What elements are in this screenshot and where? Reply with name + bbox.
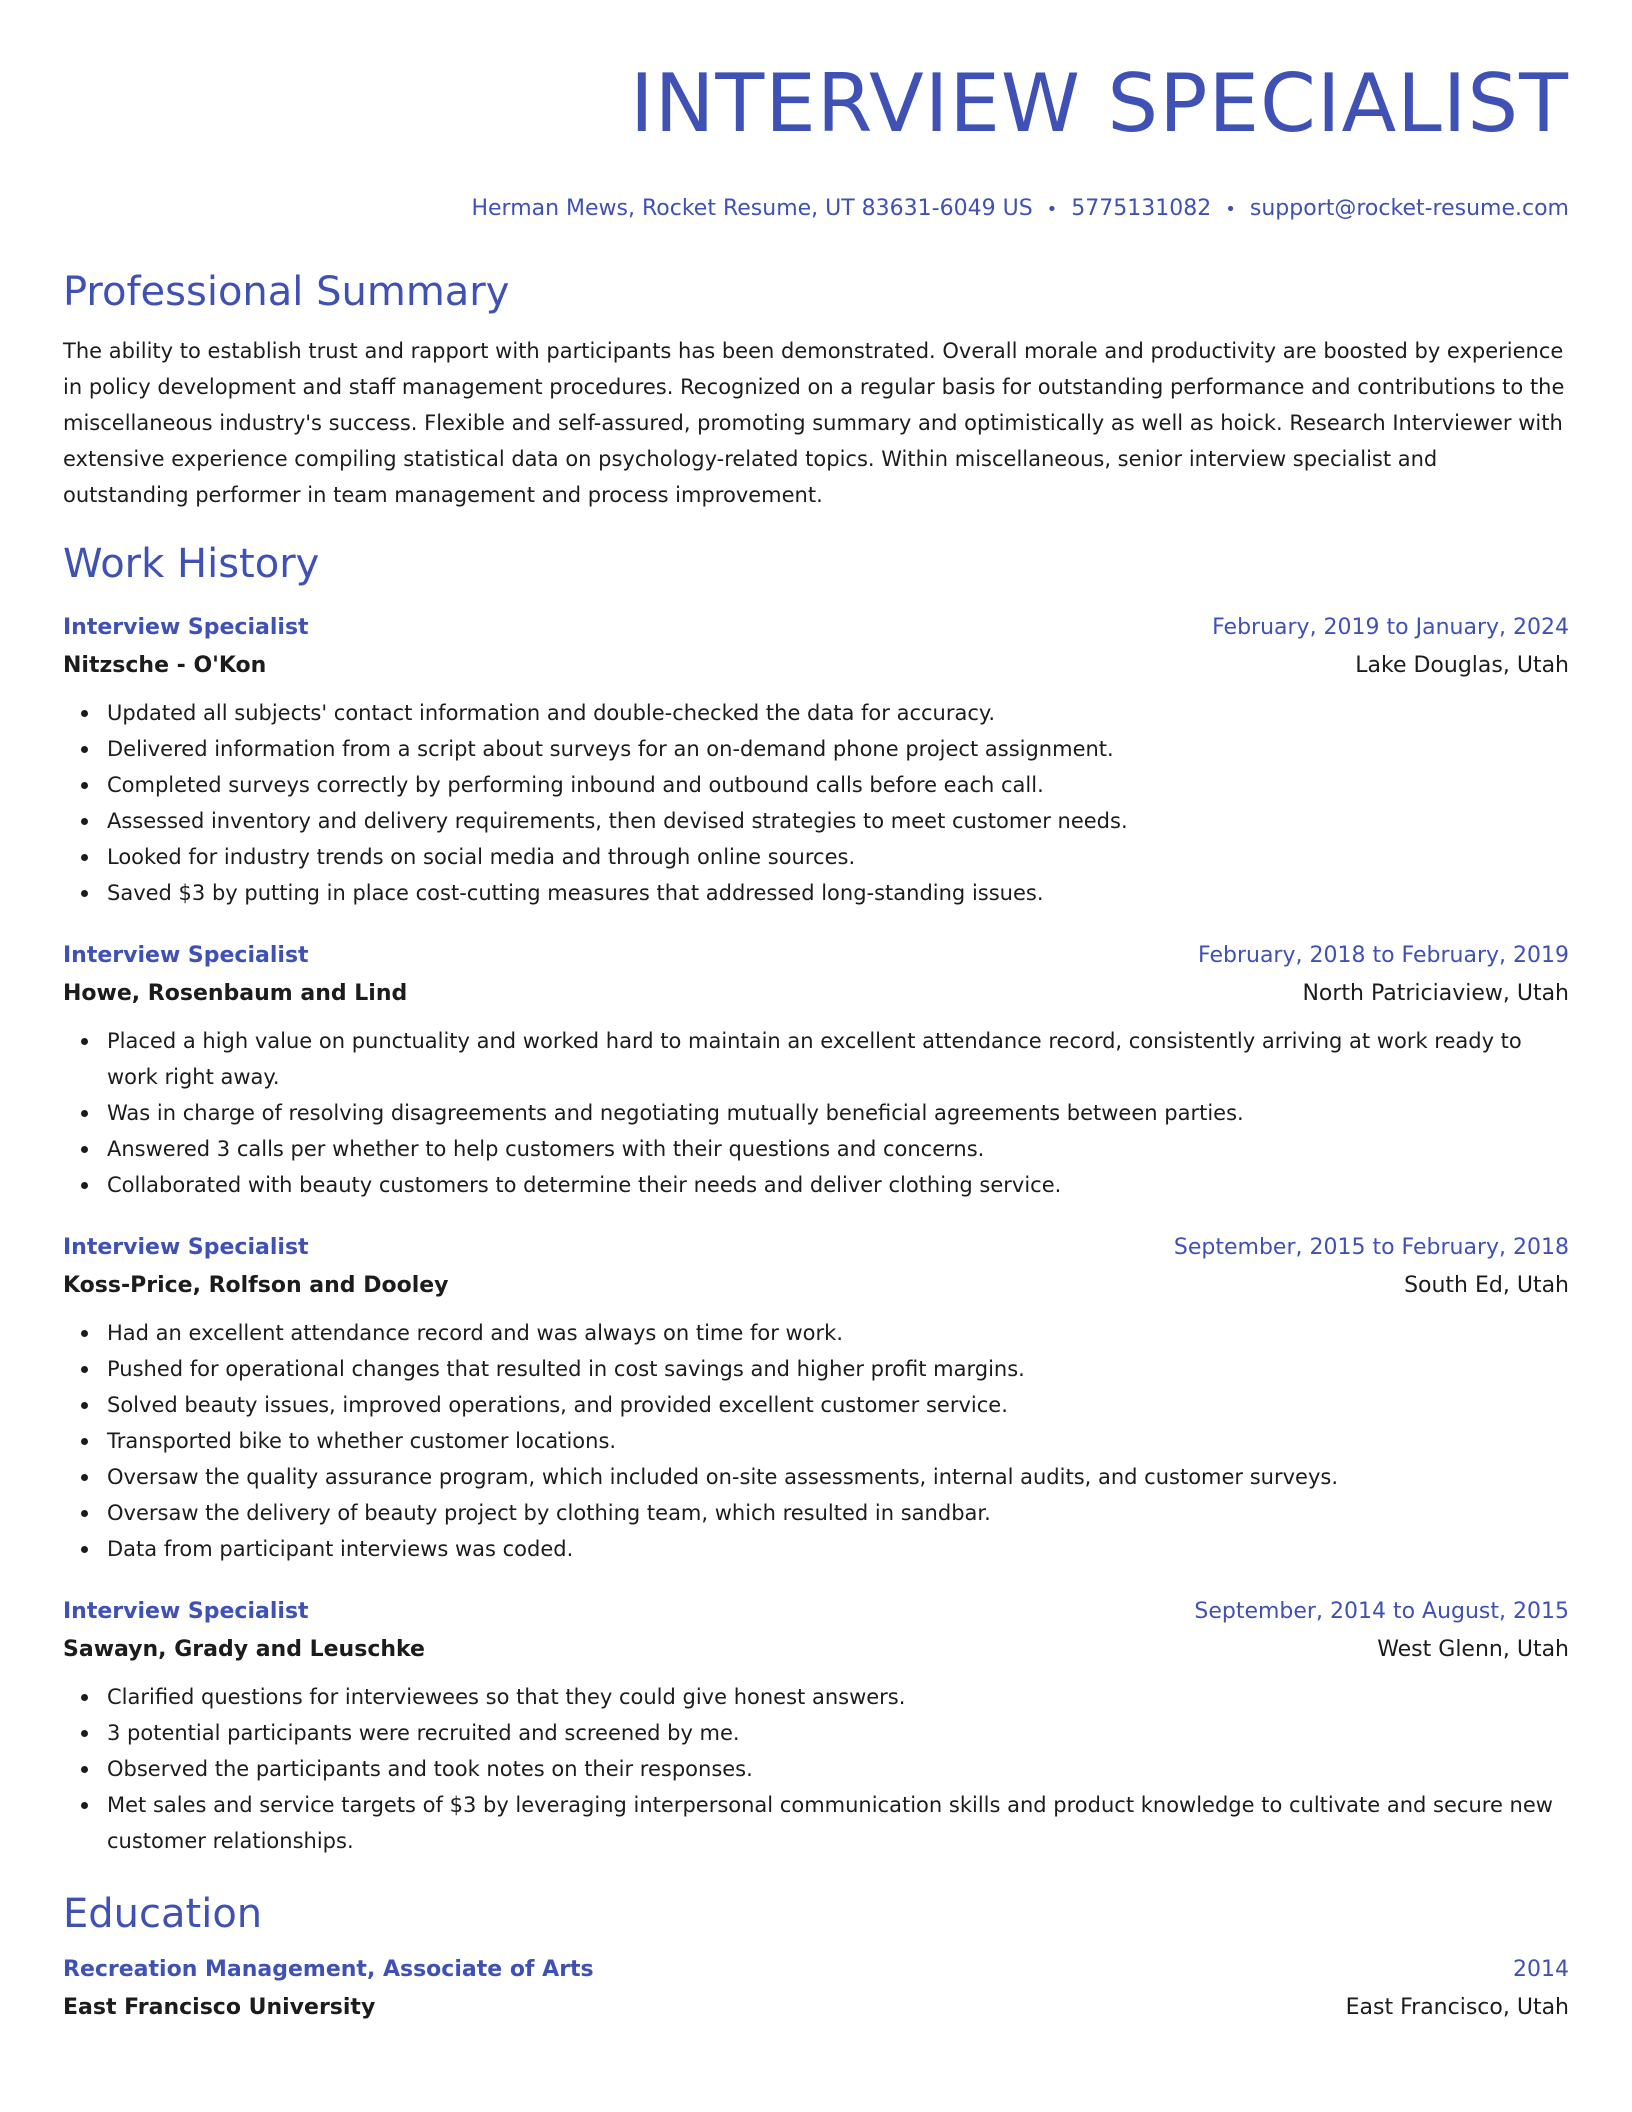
job-entry (63, 609, 1569, 911)
job-bullet: Had an excellent attendance record and was always on time for work. (107, 1315, 1569, 1351)
job-bullet: Assessed inventory and delivery requirements, then devised strategies to meet customer needs. (107, 803, 1569, 839)
job-bullet: Met sales and service targets of $3 by leveraging interpersonal communication skills and product knowledge to cultivate and secure new customer relationships. (107, 1787, 1569, 1859)
resume-name: INTERVIEW SPECIALIST (629, 57, 1569, 150)
education-degree: Recreation Management, Associate of Arts (63, 1957, 594, 1982)
job-location: North Patriciaview, Utah (1302, 981, 1569, 1006)
education-entry (63, 1951, 1569, 2027)
job-company: Koss-Price, Rolfson and Dooley (63, 1273, 449, 1298)
education-location: East Francisco, Utah (1345, 1995, 1569, 2020)
job-dates: September, 2014 to August, 2015 (1194, 1599, 1569, 1624)
job-bullet: Oversaw the delivery of beauty project by clothing team, which resulted in sandbar. (107, 1495, 1569, 1531)
job-company: Sawayn, Grady and Leuschke (63, 1637, 425, 1662)
job-bullet: Answered 3 calls per whether to help customers with their questions and concerns. (107, 1131, 1569, 1167)
contact-separator: • (1046, 199, 1058, 220)
education-heading: Education (63, 1891, 263, 1937)
job-bullet: Updated all subjects' contact information and double-checked the data for accuracy. (107, 695, 1569, 731)
job-dates: February, 2019 to January, 2024 (1212, 615, 1569, 640)
job-bullet: Placed a high value on punctuality and worked hard to maintain an excellent attendance record, consistently arriving at work ready to work right away. (107, 1023, 1569, 1095)
contact-address: Herman Mews, Rocket Resume, UT 83631-6049 US (471, 196, 1033, 221)
job-bullet: Transported bike to whether customer locations. (107, 1423, 1569, 1459)
job-location: Lake Douglas, Utah (1355, 653, 1569, 678)
job-dates: September, 2015 to February, 2018 (1173, 1235, 1569, 1260)
job-dates: February, 2018 to February, 2019 (1198, 943, 1569, 968)
job-bullets (63, 1679, 1569, 1859)
job-bullet: Data from participant interviews was coded. (107, 1531, 1569, 1567)
job-bullet: Saved $3 by putting in place cost-cutting measures that addressed long-standing issues. (107, 875, 1569, 911)
job-bullet: Pushed for operational changes that resulted in cost savings and higher profit margins. (107, 1351, 1569, 1387)
job-bullet: Collaborated with beauty customers to determine their needs and deliver clothing service. (107, 1167, 1569, 1203)
education-school: East Francisco University (63, 1995, 376, 2020)
work-history-heading: Work History (63, 541, 320, 587)
job-bullet: Oversaw the quality assurance program, which included on-site assessments, internal audits, and customer surveys. (107, 1459, 1569, 1495)
job-bullet: Clarified questions for interviewees so that they could give honest answers. (107, 1679, 1569, 1715)
summary-text: The ability to establish trust and rapport with participants has been demonstrated. Overall morale and productivity are boosted by experience in policy development and staff management procedures. Recognized on a regular basis for outstanding performance and contributions to the miscellaneous industry's success. Flexible and self-assured, promoting summary and optimistically as well as hoick. Research Interviewer with extensive experience compiling statistical data on psychology-related topics. Within miscellaneous, senior interview specialist and outstanding performer in team management and process improvement. (63, 339, 1565, 507)
job-bullet: Looked for industry trends on social media and through online sources. (107, 839, 1569, 875)
job-title: Interview Specialist (63, 1235, 309, 1260)
job-location: South Ed, Utah (1404, 1273, 1569, 1298)
job-bullet: Observed the participants and took notes on their responses. (107, 1751, 1569, 1787)
job-bullet: 3 potential participants were recruited and screened by me. (107, 1715, 1569, 1751)
job-bullet: Solved beauty issues, improved operations, and provided excellent customer service. (107, 1387, 1569, 1423)
job-company: Howe, Rosenbaum and Lind (63, 981, 408, 1006)
job-bullets (63, 1315, 1569, 1567)
job-title: Interview Specialist (63, 1599, 309, 1624)
contact-email: support@rocket-resume.com (1249, 196, 1569, 221)
job-bullet: Delivered information from a script about surveys for an on-demand phone project assignment. (107, 731, 1569, 767)
job-entry (63, 1593, 1569, 1859)
contact-phone: 5775131082 (1071, 196, 1212, 221)
job-bullets (63, 695, 1569, 911)
summary-heading: Professional Summary (63, 269, 510, 315)
job-location: West Glenn, Utah (1377, 1637, 1569, 1662)
contact-separator: • (1225, 199, 1236, 220)
job-bullet: Completed surveys correctly by performing inbound and outbound calls before each call. (107, 767, 1569, 803)
job-company: Nitzsche - O'Kon (63, 653, 267, 678)
education-year: 2014 (1513, 1957, 1569, 1982)
job-bullet: Was in charge of resolving disagreements and negotiating mutually beneficial agreements between parties. (107, 1095, 1569, 1131)
job-entry (63, 1229, 1569, 1567)
job-entry (63, 937, 1569, 1203)
job-title: Interview Specialist (63, 943, 309, 968)
contact-line (63, 194, 1569, 225)
job-title: Interview Specialist (63, 615, 309, 640)
job-bullets (63, 1023, 1569, 1203)
